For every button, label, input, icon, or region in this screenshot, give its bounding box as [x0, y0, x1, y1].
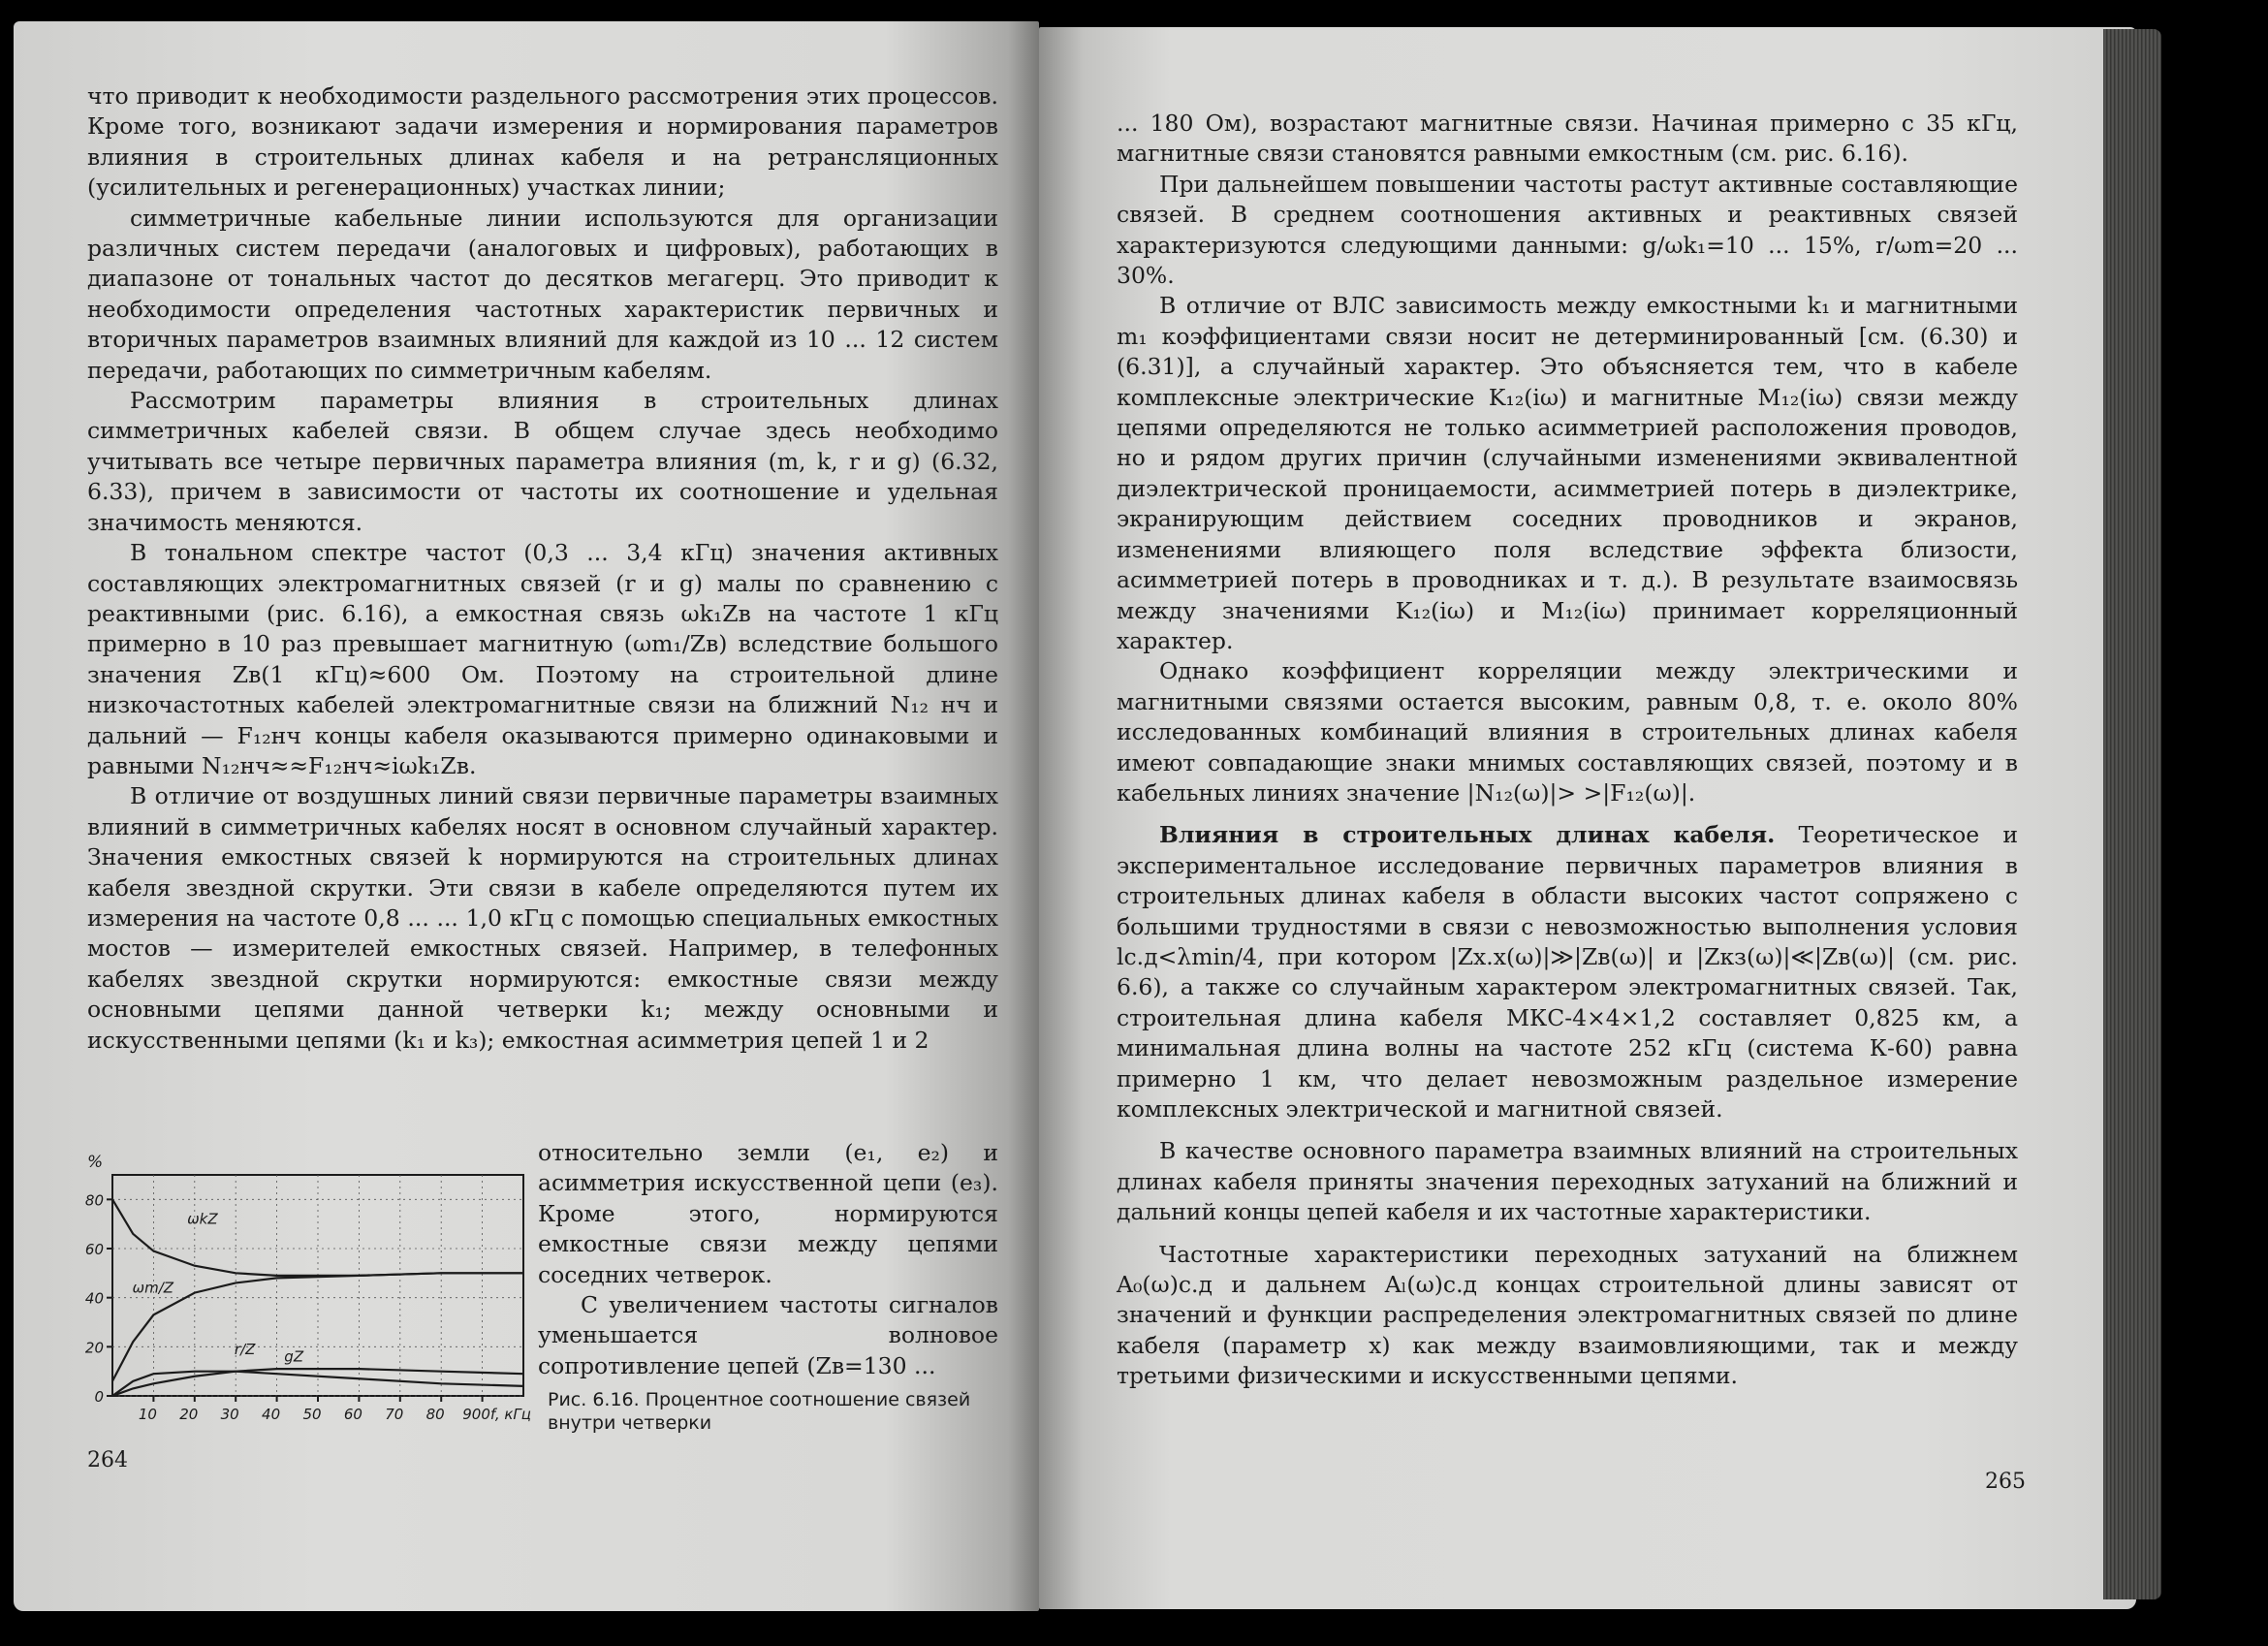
series-label: ωm/Z [132, 1279, 174, 1297]
paragraph: В отличие от воздушных линий связи первичные параметры взаимных влияний в симметричных кабелях носят в основном случайный характер. Значения емкостных связей k нормируются на строительных длинах кабеля звездной скрутки. Эти связи в кабеле определяются путем их измерения на частоте 0,8 ... ... 1,0 кГц с помощью специальных емкостных мостов — измерителей емкостных связей. Например, в телефонных кабелях звездной скрутки нормируются: емкостные связи между основными цепями данной четверки k₁; между основными и искусственными цепями (k₁ и k₃); емкостная асимметрия цепей 1 и 2 [87, 782, 998, 1054]
figure-6-16-chart [85, 1154, 533, 1444]
left-page-text [87, 81, 998, 1056]
paragraph: Однако коэффициент корреляции между электрическими и магнитными связями остается высоким, равным 0,8, т. е. около 80% исследованных комбинаций влияния в строительных длинах кабеля имеют совпадающие знаки мнимых составляющих связей, поэтому и в кабельных линиях значение |N₁₂(ω)|> >|F₁₂(ω)|. [1117, 657, 2018, 807]
x-tick-label: 80 [425, 1406, 445, 1423]
series-label: r/Z [234, 1340, 256, 1358]
x-tick-label: 60 [343, 1406, 362, 1423]
y-tick-label: 40 [85, 1289, 104, 1308]
paragraph: Частотные характеристики переходных затуханий на ближнем A₀(ω)с.д и дальнем Aₗ(ω)с.д концах строительной длины зависят от значений и функции распределения электромагнитных связей по длине кабеля (параметр x) как между взаимовлияющими, так и между третьими физическими и искусственными цепями. [1117, 1240, 2018, 1390]
x-tick-label: 70 [385, 1406, 404, 1423]
paragraph: С увеличением частоты сигналов уменьшается волновое сопротивление цепей (Zв=130 ... [538, 1291, 998, 1379]
paragraph: относительно земли (e₁, e₂) и асимметрия искусственной цепи (e₃). Кроме этого, нормируются емкостные связи между цепями соседних четверок. [538, 1139, 998, 1288]
series-line [112, 1372, 523, 1396]
x-tick-label: 20 [179, 1406, 199, 1423]
page-number-right: 265 [1985, 1470, 2026, 1494]
x-tick-label: 900 [462, 1406, 490, 1423]
paragraph: В отличие от ВЛС зависимость между емкостными k₁ и магнитными m₁ коэффициентами связи носит не детерминированный [см. (6.30) и (6.31)], а случайный характер. Это объясняется тем, что в кабеле комплексные электрические K₁₂(iω) и магнитные M₁₂(iω) связи между цепями определяются не только асимметрией расположения проводов, но и рядом других причин (случайными изменениями эквивалентной диэлектрической проницаемости, асимметрией потерь в диэлектрике, экранирующим действием соседних проводников и экранов, изменениями влияющего поля вследствие эффекта близости, асимметрией потерь в проводниках и т. д.). В результате взаимосвязь между значениями K₁₂(iω) и M₁₂(iω) принимает корреляционный характер. [1117, 292, 2018, 654]
x-tick-label: 40 [262, 1406, 281, 1423]
paragraph: что приводит к необходимости раздельного рассмотрения этих процессов. Кроме того, возникают задачи измерения и нормирования параметров влияния в строительных длинах кабеля и на ретрансляционных (усилительных и регенерационных) участках линии; [87, 82, 998, 202]
section-paragraph [1117, 820, 2018, 1124]
x-tick-label: 50 [302, 1406, 322, 1423]
series-label: gZ [284, 1347, 304, 1366]
x-axis-label: f, кГц [489, 1406, 531, 1423]
y-tick-label: 80 [85, 1191, 104, 1210]
book-page-edges [2103, 29, 2161, 1599]
series-label: ωkZ [187, 1210, 218, 1228]
y-tick-label: 60 [85, 1241, 104, 1258]
right-page-text [1117, 109, 2018, 1392]
paragraph: симметричные кабельные линии используются для организации различных систем передачи (аналоговых и цифровых), работающих в диапазоне от тональных частот до десятков мегагерц. Это приводит к необходимости определения частотных характеристик первичных и вторичных параметров взаимных влияний для каждой из 10 ... 12 систем передачи, работающих по симметричным кабелям. [87, 204, 998, 384]
paragraph: При дальнейшем повышении частоты растут активные составляющие связей. В среднем соотношения активных и реактивных связей характеризуются следующими данными: g/ωk₁=10 ... 15%, r/ωm=20 ... 30%. [1117, 170, 2018, 290]
y-axis-label: % [87, 1154, 104, 1172]
x-tick-label: 10 [138, 1406, 157, 1423]
x-tick-label: 30 [220, 1406, 239, 1423]
paragraph: В тональном спектре частот (0,3 ... 3,4 кГц) значения активных составляющих электромагнитных связей (r и g) малы по сравнению с реактивными (рис. 6.16), а емкостная связь ωk₁Zв на частоте 1 кГц примерно в 10 раз превышает магнитную (ωm₁/Zв) вследствие большого значения Zв(1 кГц)≈600 Ом. Поэтому на строительной длине низкочастотных кабелей электромагнитные связи на ближний N₁₂ нч и дальний — F₁₂нч концы кабеля оказываются примерно одинаковыми и равными N₁₂нч≈≈F₁₂нч≈iωk₁Zв. [87, 539, 998, 779]
page-number-left: 264 [87, 1448, 128, 1472]
left-page-text-beside-figure [538, 1138, 998, 1381]
paragraph: В качестве основного параметра взаимных влияний на строительных длинах кабеля приняты значения переходных затуханий на ближний и дальний концы цепей кабеля и их частотные характеристики. [1117, 1137, 2018, 1226]
y-tick-label: 0 [94, 1388, 104, 1406]
y-tick-label: 20 [85, 1339, 104, 1357]
figure-caption: Рис. 6.16. Процентное соотношение связей внутри четверки [548, 1389, 971, 1434]
paragraph: Рассмотрим параметры влияния в строительных длинах симметричных кабелей связи. В общем случае здесь необходимо учитывать все четыре первичных параметра влияния (m, k, r и g) (6.32, 6.33), причем в зависимости от частоты их соотношение и удельная значимость меняются. [87, 387, 998, 536]
paragraph: ... 180 Ом), возрастают магнитные связи. Начиная примерно с 35 кГц, магнитные связи становятся равными емкостным (см. рис. 6.16). [1117, 110, 2018, 168]
section-text: Теоретическое и экспериментальное исследование первичных параметров влияния в строительных длинах кабеля в области высоких частот сопряжено с большими трудностями в связи с невозможностью выполнения условия lс.д<λmin/4, при котором |Zх.х(ω)|≫|Zв(ω)| и |Zкз(ω)|≪|Zв(ω)| (см. рис. 6.6), а также со случайным характером электромагнитных связей. Так, строительная длина кабеля МКС-4×4×1,2 составляет 0,825 км, а минимальная длина волны на частоте 252 кГц (система К-60) равна примерно 1 км, что делает невозможным раздельное измерение комплексных электрической и магнитной связей. [1117, 821, 2018, 1123]
section-heading: Влияния в строительных длинах кабеля. [1159, 821, 1776, 849]
